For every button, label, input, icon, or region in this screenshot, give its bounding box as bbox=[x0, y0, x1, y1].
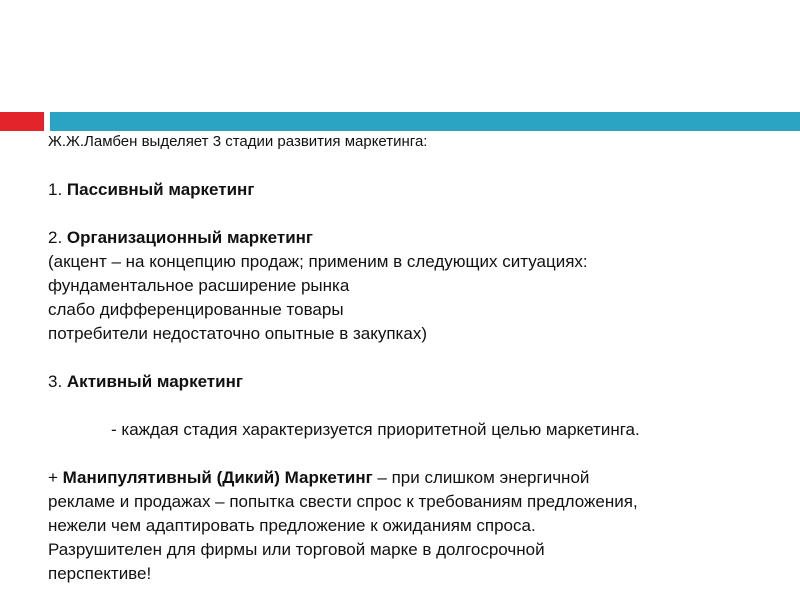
intro-line bbox=[48, 130, 788, 154]
spacer bbox=[48, 202, 788, 226]
stage-2-number: 2. bbox=[48, 228, 67, 247]
intro-text: выделяет 3 стадии развития маркетинга: bbox=[137, 133, 428, 150]
spacer bbox=[48, 154, 788, 178]
stage-2-detail: фундаментальное расширение рынка bbox=[48, 276, 350, 295]
manipulative-line: Разрушителен для фирмы или торговой марке в долгосрочной bbox=[48, 540, 545, 559]
spacer bbox=[48, 346, 788, 370]
slide-content bbox=[48, 130, 788, 586]
stage-2 bbox=[48, 226, 788, 250]
stages-note: - каждая стадия характеризуется приоритетной целью маркетинга. bbox=[111, 420, 640, 439]
intro-author: Ж.Ж.Ламбен bbox=[48, 133, 138, 150]
manipulative-line-1 bbox=[48, 466, 788, 490]
stage-2-title: Организационный маркетинг bbox=[66, 228, 314, 247]
manipulative-rest: – при слишком энергичной bbox=[372, 468, 590, 487]
manipulative-line: нежели чем адаптировать предложение к ожиданиям спроса. bbox=[48, 516, 536, 535]
spacer bbox=[48, 394, 788, 418]
stage-3 bbox=[48, 370, 788, 394]
stage-2-detail: потребители недостаточно опытные в закупках) bbox=[48, 324, 427, 343]
stage-1-title: Пассивный маркетинг bbox=[66, 180, 255, 199]
manipulative-line: перспективе! bbox=[48, 564, 152, 583]
red-accent-bar bbox=[0, 112, 44, 131]
spacer bbox=[48, 442, 788, 466]
stage-2-detail: (акцент – на концепцию продаж; применим в следующих ситуациях: bbox=[48, 252, 588, 271]
stage-3-title: Активный маркетинг bbox=[66, 372, 243, 391]
teal-header-bar bbox=[50, 112, 800, 131]
stage-2-detail: слабо дифференцированные товары bbox=[48, 300, 344, 319]
stage-1-number: 1. bbox=[48, 180, 67, 199]
manipulative-title: Манипулятивный (Дикий) Маркетинг bbox=[62, 468, 373, 487]
stage-1 bbox=[48, 178, 788, 202]
manipulative-line: рекламе и продажах – попытка свести спрос к требованиям предложения, bbox=[48, 492, 638, 511]
stage-3-number: 3. bbox=[48, 372, 67, 391]
manipulative-prefix: + bbox=[48, 468, 63, 487]
